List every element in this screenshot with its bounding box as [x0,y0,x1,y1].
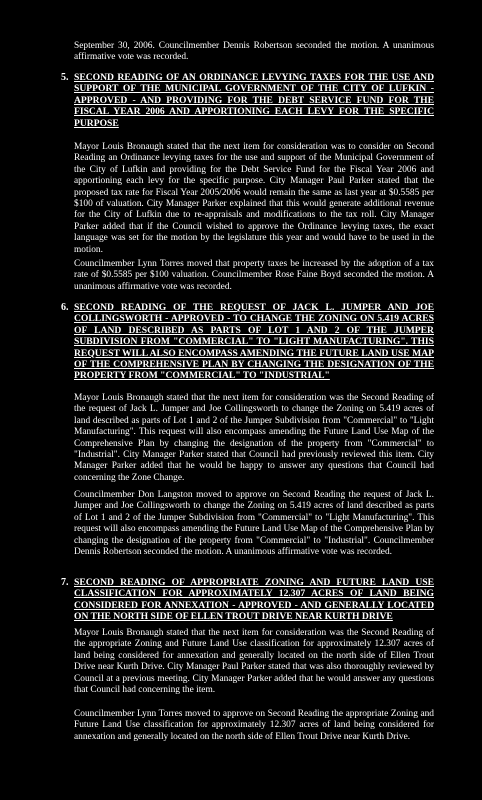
item-5-number: 5. [61,72,69,83]
item-5-paragraph-2: Councilmember Lynn Torres moved that property taxes be increased by the adoption of a tax rate of $0.5585 per $100 valuation. Councilmember Rose Faine Boyd seconded the motion. A unanimous affirmative vote was recorded. [74,259,434,292]
item-6-paragraph-1: Mayor Louis Bronaugh stated that the next item for consideration was the Second Reading of the request of Jack L. Jumper and Joe Collingsworth to change the Zoning on 5.419 acres of land described as parts of Lot 1 and 2 of the Jumper Subdivision from "Commercial" to "Light Manufacturing". This request will also encompass amending the Future Land Use Map of the Comprehensive Plan by changing the designation of the property from "Commercial" to "Industrial". City Manager Parker stated that Council had previously reviewed this item. City Manager Parker added that he would be happy to answer any questions that Council had concerning the Zone Change. [74,393,434,483]
item-6-heading: SECOND READING OF THE REQUEST OF JACK L. JUMPER AND JOE COLLINGSWORTH - APPROVED - TO CHANGE THE ZONING ON 5.419 ACRES OF LAND DESCRIBED AS PARTS OF LOT 1 AND 2 OF THE JUMPER SUBDIVISION FROM "COMMERCIAL" TO "LIGHT MANUFACTURING". THIS REQUEST WILL ALSO ENCOMPASS AMENDING THE FUTURE LAND USE MAP OF THE COMPREHENSIVE PLAN BY CHANGING THE DESIGNATION OF THE PROPERTY FROM "COMMERCIAL" TO "INDUSTRIAL" [74,302,434,382]
item-7-number: 7. [61,577,69,588]
item-5-paragraph-1: Mayor Louis Bronaugh stated that the next item for consideration was to consider on Second Reading an Ordinance levying taxes for the use and support of the Municipal Government of the City of Lufkin and providing for the Debt Service Fund for the Fiscal Year 2006 and apportioning each levy for the specific purpose. City Manager Paul Parker stated that the proposed tax rate for Fiscal Year 2005/2006 would remain the same as last year at $0.5585 per $100 of valuation. City Manager Parker explained that this would generate additional revenue for the City of Lufkin due to re-appraisals and modifications to the tax roll. City Manager Parker added that if the Council wished to approve the Ordinance levying taxes, the exact language was set for the motion by the legislature this year and would have to be used in the motion. [74,142,434,255]
item-5-heading: SECOND READING OF AN ORDINANCE LEVYING TAXES FOR THE USE AND SUPPORT OF THE MUNICIPAL GOVERNMENT OF THE CITY OF LUFKIN - APPROVED - AND PROVIDING FOR THE DEBT SERVICE FUND FOR THE FISCAL YEAR 2006 AND APPORTIONING EACH LEVY FOR THE SPECIFIC PURPOSE [74,72,434,129]
item-7-paragraph-2: Councilmember Lynn Torres moved to approve on Second Reading the appropriate Zoning and Future Land Use classification for approximately 12.307 acres of land being considered for annexation and generally located on the north side of Ellen Trout Drive near Kurth Drive. [74,709,434,742]
item-6-paragraph-2: Councilmember Don Langston moved to approve on Second Reading the request of Jack L. Jumper and Joe Collingsworth to change the Zoning on 5.419 acres of land described as parts of Lot 1 and 2 of the Jumper Subdivision from "Commercial" to "Light Manufacturing". This request will also encompass amending the Future Land Use Map of the Comprehensive Plan by changing the designation of the property from "Commercial" to "Industrial". Councilmember Dennis Robertson seconded the motion. A unanimous affirmative vote was recorded. [74,490,434,558]
item-7-paragraph-1: Mayor Louis Bronaugh stated that the next item for consideration was the Second Reading of the appropriate Zoning and Future Land Use classification for approximately 12.307 acres of land being considered for annexation and generally located on the north side of Ellen Trout Drive near Kurth Drive. City Manager Paul Parker stated that was also thoroughly reviewed by Council at a previous meeting. City Manager Parker added that he would answer any questions that Council had concerning the item. [74,628,434,696]
intro-paragraph: September 30, 2006. Councilmember Dennis Robertson seconded the motion. A unanimous affirmative vote was recorded. [74,41,434,63]
item-6-number: 6. [61,302,69,313]
item-7-heading: SECOND READING OF APPROPRIATE ZONING AND FUTURE LAND USE CLASSIFICATION FOR APPROXIMATELY 12.307 ACRES OF LAND BEING CONSIDERED FOR ANNEXATION - APPROVED - AND GENERALLY LOCATED ON THE NORTH SIDE OF ELLEN TROUT DRIVE NEAR KURTH DRIVE [74,577,434,623]
